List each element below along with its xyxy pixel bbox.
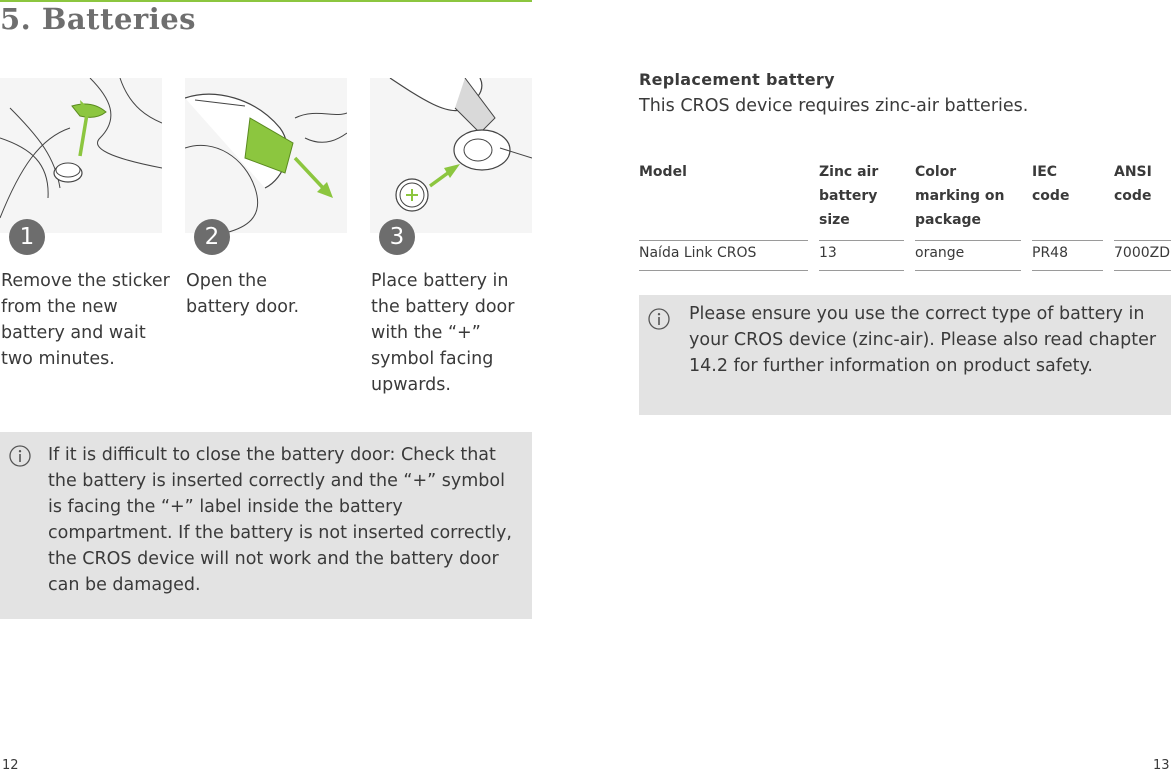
replacement-battery-subtitle: This CROS device requires zinc-air batteries. — [639, 96, 1029, 116]
table-cell-color-marking: orange — [915, 245, 965, 261]
table-header-divider — [1032, 240, 1103, 241]
insert-battery-illustration — [370, 78, 532, 233]
step-3-text: Place battery in the battery door with the “+” symbol facing upwards. — [371, 271, 515, 395]
left-note-text: If it is difficult to close the battery door: Check that the battery is inserted correctly and the “+” symbol is facing the “+” label inside the battery compartment. If the battery is not inserted correctly, the CROS device will not work and the battery door can be damaged. — [48, 445, 512, 595]
left-info-note — [0, 432, 532, 619]
right-info-note — [639, 295, 1171, 415]
table-header-model: Model — [639, 164, 687, 180]
step-3-badge: 3 — [379, 219, 415, 255]
peel-sticker-illustration — [0, 78, 162, 233]
info-icon — [647, 307, 671, 331]
table-header-color-marking: Color marking on package — [915, 164, 1005, 228]
table-header-divider — [1114, 240, 1171, 241]
table-cell-iec-code: PR48 — [1032, 245, 1068, 261]
left-page-number: 12 — [2, 758, 19, 773]
table-header-ansi-code: ANSI code — [1114, 164, 1152, 204]
table-row-divider — [639, 270, 808, 271]
open-battery-door-illustration — [185, 78, 347, 233]
step-1-badge: 1 — [9, 219, 45, 255]
table-row-divider — [819, 270, 904, 271]
replacement-battery-heading: Replacement battery — [639, 70, 835, 89]
table-header-battery-size: Zinc air battery size — [819, 164, 879, 228]
step-2-badge: 2 — [194, 219, 230, 255]
table-header-divider — [915, 240, 1021, 241]
table-header-divider — [639, 240, 808, 241]
table-cell-battery-size: 13 — [819, 245, 837, 261]
table-header-divider — [819, 240, 904, 241]
chapter-title: 5. Batteries — [0, 2, 196, 36]
table-row-divider — [1114, 270, 1171, 271]
step-1-text: Remove the sticker from the new battery and wait two minutes. — [1, 271, 170, 369]
table-row-divider — [915, 270, 1021, 271]
info-icon — [8, 444, 32, 468]
table-header-iec-code: IEC code — [1032, 164, 1070, 204]
right-note-text: Please ensure you use the correct type of battery in your CROS device (zinc-air). Please also read chapter 14.2 for further information on product safety. — [689, 304, 1157, 376]
table-cell-model: Naída Link CROS — [639, 245, 757, 261]
step-2-text: Open the battery door. — [186, 271, 300, 317]
right-page-number: 13 — [1153, 758, 1170, 773]
table-cell-ansi-code: 7000ZD — [1114, 245, 1170, 261]
table-row-divider — [1032, 270, 1103, 271]
